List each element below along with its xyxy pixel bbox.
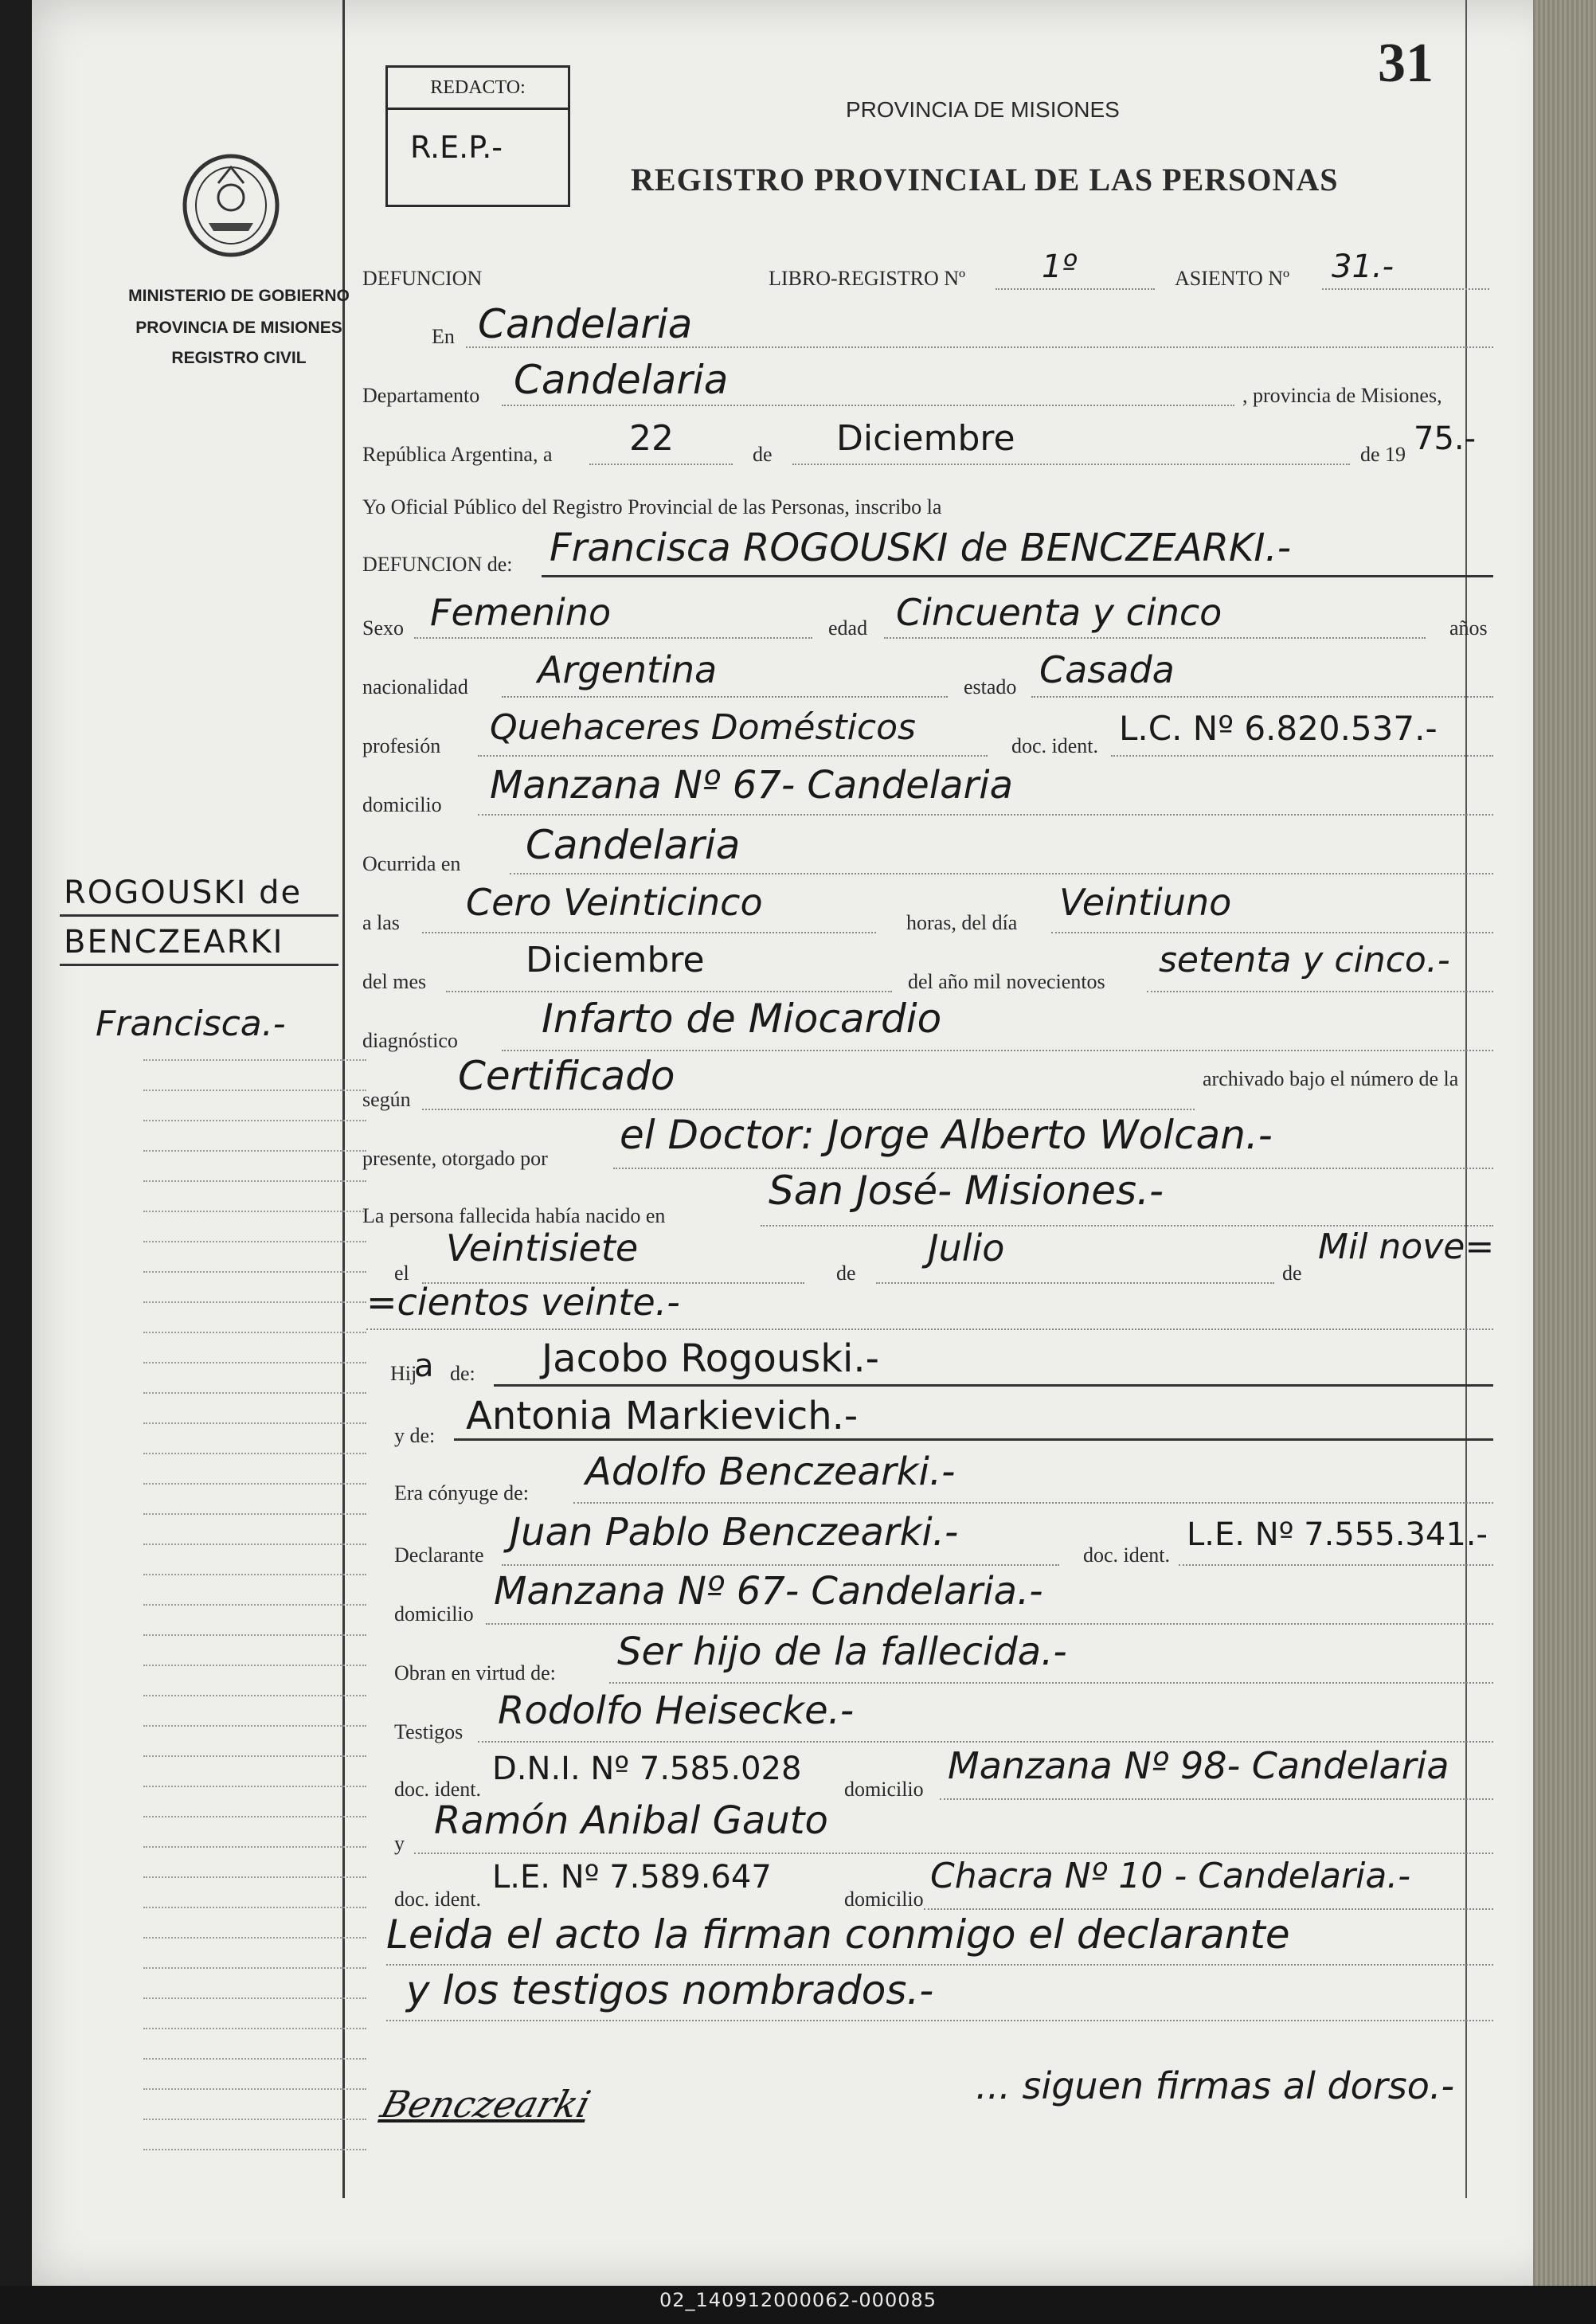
defuncion-de-value: Francisca ROGOUSKI de BENCZEARKI.- — [550, 526, 1292, 570]
doc-ident-value: L.C. Nº 6.820.537.- — [1119, 709, 1438, 748]
province-heading: PROVINCIA DE MISIONES — [846, 97, 1120, 122]
provincial-seal-icon — [177, 151, 285, 263]
margin-line — [143, 1846, 366, 1848]
registry-heading: REGISTRO PROVINCIAL DE LAS PERSONAS — [631, 162, 1339, 198]
declarante-line — [502, 1564, 1059, 1566]
hij-label: Hij — [390, 1362, 417, 1385]
provincia-suffix: , provincia de Misiones, — [1242, 384, 1442, 407]
hij-line — [494, 1384, 1493, 1387]
mes-value: Diciembre — [836, 418, 1015, 459]
del-anio-label: del año mil novecientos — [908, 970, 1105, 993]
del-anio-line — [1147, 991, 1493, 992]
conyuge-value: Adolfo Benczearki.- — [585, 1450, 956, 1494]
signature: Benczearki — [376, 2083, 596, 2126]
asiento-value: 31.- — [1332, 248, 1395, 285]
margin-line — [143, 1120, 366, 1121]
margin-rule-outer — [1465, 0, 1467, 2198]
del-anio-value: setenta y cinco.- — [1159, 940, 1450, 980]
margin-line — [143, 1876, 366, 1878]
margin-line — [143, 1271, 366, 1273]
doc-ident4-value: L.E. Nº 7.589.647 — [492, 1859, 772, 1896]
domicilio3-label: domicilio — [844, 1778, 924, 1801]
nacionalidad-line — [502, 696, 948, 698]
mes-line — [792, 464, 1350, 465]
testigos-value: Rodolfo Heisecke.- — [498, 1688, 855, 1733]
doc-ident2-label: doc. ident. — [1083, 1543, 1171, 1567]
doc-ident4-label: doc. ident. — [394, 1888, 482, 1911]
yde-label: y de: — [394, 1424, 436, 1447]
del-mes-label: del mes — [362, 970, 427, 993]
libro-value: 1º — [1042, 248, 1078, 285]
leida-line-1: Leida el acto la firman conmigo el declarante — [386, 1911, 1290, 1958]
margin-line — [143, 1634, 366, 1636]
en-label: En — [432, 325, 455, 348]
nacionalidad-value: Argentina — [538, 648, 718, 691]
margin-line — [143, 1180, 366, 1182]
estado-line — [1031, 696, 1493, 698]
diagnostico-label: diagnóstico — [362, 1029, 458, 1052]
anio-label: de 19 — [1360, 443, 1406, 466]
margin-line — [143, 1211, 366, 1212]
departamento-line — [502, 405, 1234, 406]
margin-line — [143, 1392, 366, 1394]
margin-line — [143, 2149, 366, 2150]
margin-line — [143, 1937, 366, 1939]
libro-label: LIBRO-REGISTRO Nº — [769, 267, 966, 290]
doc-ident-label: doc. ident. — [1011, 734, 1099, 757]
margin-line — [143, 1301, 366, 1303]
segun-value: Certificado — [458, 1053, 675, 1099]
anios-label: años — [1449, 616, 1488, 640]
del-mes-line — [446, 991, 892, 992]
de2-value: Julio — [928, 1227, 1005, 1270]
leida-line-2: y los testigos nombrados.- — [406, 1967, 934, 2013]
margin-line — [143, 1543, 366, 1545]
redacto-box — [385, 65, 570, 207]
de2-label: de — [836, 1262, 856, 1285]
conyuge-label: Era cónyuge de: — [394, 1481, 529, 1504]
horas-label: horas, del día — [906, 911, 1018, 934]
segun-line — [422, 1109, 1195, 1110]
horas-dia-value: Veintiuno — [1059, 881, 1232, 924]
estado-label: estado — [964, 675, 1017, 698]
segun-label: según — [362, 1088, 411, 1111]
hij-de-label: de: — [450, 1362, 475, 1385]
presente-value: el Doctor: Jorge Alberto Wolcan.- — [620, 1112, 1273, 1158]
el-label: el — [394, 1262, 409, 1285]
obran-label: Obran en virtud de: — [394, 1661, 556, 1684]
doc-ident3-value: D.N.I. Nº 7.585.028 — [492, 1751, 802, 1787]
diagnostico-line — [502, 1050, 1493, 1051]
profesion-value: Quehaceres Domésticos — [490, 707, 916, 748]
republica-label: República Argentina, a — [362, 443, 553, 466]
domicilio4-label: domicilio — [844, 1888, 924, 1911]
de2-line — [876, 1282, 1274, 1284]
sexo-line — [414, 637, 812, 639]
profesion-line — [478, 755, 988, 757]
continuation-line — [366, 1328, 1493, 1330]
margin-surname-1: ROGOUSKI de — [64, 874, 303, 911]
libro-line — [996, 288, 1155, 290]
image-caption: 02_140912000062-000085 — [659, 2289, 937, 2311]
persona-value: San José- Misiones.- — [769, 1168, 1164, 1214]
profesion-label: profesión — [362, 734, 441, 757]
a-las-label: a las — [362, 911, 400, 934]
margin-line — [143, 1816, 366, 1817]
presente-label: presente, otorgado por — [362, 1147, 548, 1170]
margin-line — [143, 1786, 366, 1787]
diagnostico-value: Infarto de Miocardio — [542, 996, 942, 1042]
de3-label: de — [1282, 1262, 1302, 1285]
testigos-label: Testigos — [394, 1720, 464, 1743]
dia-line — [589, 464, 733, 465]
yde-line — [454, 1438, 1493, 1441]
doc-ident-line — [1111, 755, 1493, 757]
margin-underline-2 — [60, 964, 338, 966]
del-mes-value: Diciembre — [526, 940, 705, 980]
continuation-value: =cientos veinte.- — [366, 1281, 680, 1324]
siguen-text: ... siguen firmas al dorso.- — [976, 2064, 1455, 2107]
domicilio-label: domicilio — [362, 793, 442, 816]
departamento-value: Candelaria — [514, 357, 729, 403]
margin-line — [143, 1695, 366, 1696]
sexo-value: Femenino — [430, 591, 612, 634]
margin-line — [143, 1513, 366, 1515]
edad-line — [884, 637, 1426, 639]
doc-ident2-value: L.E. Nº 7.555.341.- — [1187, 1516, 1488, 1553]
nacionalidad-label: nacionalidad — [362, 675, 468, 698]
domicilio-value: Manzana Nº 67- Candelaria — [490, 763, 1013, 808]
yde-value: Antonia Markievich.- — [466, 1394, 859, 1438]
margin-line — [143, 1453, 366, 1454]
hij-value: Jacobo Rogouski.- — [542, 1336, 879, 1381]
margin-given-name: Francisca.- — [96, 1004, 286, 1044]
margin-line — [143, 2088, 366, 2090]
leida-underline-1 — [386, 1964, 1493, 1966]
margin-line — [143, 1755, 366, 1757]
margin-line — [143, 1059, 366, 1061]
estado-value: Casada — [1039, 648, 1175, 691]
edad-label: edad — [828, 616, 868, 640]
en-value: Candelaria — [478, 301, 693, 347]
margin-line — [143, 2058, 366, 2060]
yo-oficial-text: Yo Oficial Público del Registro Provincial de las Personas, inscribo la — [362, 495, 942, 518]
provincia-heading: PROVINCIA DE MISIONES — [135, 319, 342, 337]
ocurrida-label: Ocurrida en — [362, 852, 461, 875]
defuncion-de-line — [542, 575, 1493, 577]
declarante-label: Declarante — [394, 1543, 484, 1567]
margin-line — [143, 1241, 366, 1242]
margin-line — [143, 2028, 366, 2029]
margin-line — [143, 1604, 366, 1606]
domicilio-line — [478, 814, 1493, 816]
domicilio4-line — [924, 1908, 1493, 1910]
margin-line — [143, 1332, 366, 1333]
margin-line — [143, 1483, 366, 1485]
horas-dia-line — [1051, 932, 1493, 933]
domicilio2-label: domicilio — [394, 1602, 474, 1626]
ocurrida-value: Candelaria — [526, 822, 741, 868]
domicilio3-value: Manzana Nº 98- Candelaria — [948, 1744, 1449, 1787]
margin-line — [143, 1422, 366, 1424]
defuncion-label: DEFUNCION — [362, 267, 483, 290]
margin-line — [143, 1997, 366, 1999]
declarante-value: Juan Pablo Benczearki.- — [510, 1510, 959, 1555]
leida-underline-2 — [386, 2020, 1493, 2021]
asiento-label: ASIENTO Nº — [1175, 267, 1290, 290]
redacto-label: REDACTO: — [388, 68, 568, 110]
obran-line — [609, 1682, 1493, 1684]
redacto-value: R.E.P.- — [410, 130, 503, 165]
dia-value: 22 — [629, 418, 674, 459]
margin-line — [143, 1907, 366, 1908]
margin-line — [143, 1967, 366, 1969]
sexo-label: Sexo — [362, 616, 404, 640]
register-page — [32, 0, 1565, 2286]
ocurrida-line — [510, 873, 1493, 874]
a-las-line — [422, 932, 876, 933]
registro-civil-heading: REGISTRO CIVIL — [171, 349, 307, 367]
a-las-value: Cero Veinticinco — [466, 881, 763, 924]
domicilio3-line — [940, 1798, 1493, 1800]
domicilio2-line — [486, 1623, 1493, 1625]
margin-surname-2: BENCZEARKI — [64, 924, 284, 961]
departamento-label: Departamento — [362, 384, 480, 407]
domicilio4-value: Chacra Nº 10 - Candelaria.- — [930, 1856, 1411, 1896]
ministerio-heading: MINISTERIO DE GOBIERNO — [128, 287, 350, 305]
book-spine — [1533, 0, 1596, 2286]
margin-line — [143, 1090, 366, 1091]
el-value: Veintisiete — [446, 1227, 639, 1270]
margin-line — [143, 2119, 366, 2120]
margin-line — [143, 1665, 366, 1666]
hij-suffix: a — [414, 1348, 434, 1384]
margin-line — [143, 1725, 366, 1727]
domicilio2-value: Manzana Nº 67- Candelaria.- — [494, 1569, 1043, 1614]
margin-line — [143, 1150, 366, 1152]
obran-value: Ser hijo de la fallecida.- — [617, 1630, 1067, 1674]
conyuge-line — [573, 1502, 1493, 1504]
testigos-line — [478, 1741, 1493, 1743]
de-label: de — [753, 443, 773, 466]
en-line — [466, 346, 1493, 348]
margin-underline-1 — [60, 914, 338, 917]
y-label: y — [394, 1832, 405, 1855]
archivado-label: archivado bajo el número de la — [1203, 1067, 1459, 1090]
doc-ident3-label: doc. ident. — [394, 1778, 482, 1801]
persona-label: La persona fallecida había nacido en — [362, 1204, 666, 1227]
edad-value: Cincuenta y cinco — [896, 591, 1222, 634]
anio-value: 75.- — [1414, 421, 1477, 457]
margin-line — [143, 1574, 366, 1575]
defuncion-de-label: DEFUNCION de: — [362, 553, 513, 576]
y-value: Ramón Anibal Gauto — [434, 1798, 828, 1843]
de3-value: Mil nove= — [1318, 1227, 1495, 1267]
page-number: 31 — [1378, 33, 1434, 94]
asiento-line — [1322, 288, 1489, 290]
y-line — [414, 1853, 1493, 1854]
margin-line — [143, 1362, 366, 1363]
doc-ident2-line — [1179, 1564, 1493, 1566]
